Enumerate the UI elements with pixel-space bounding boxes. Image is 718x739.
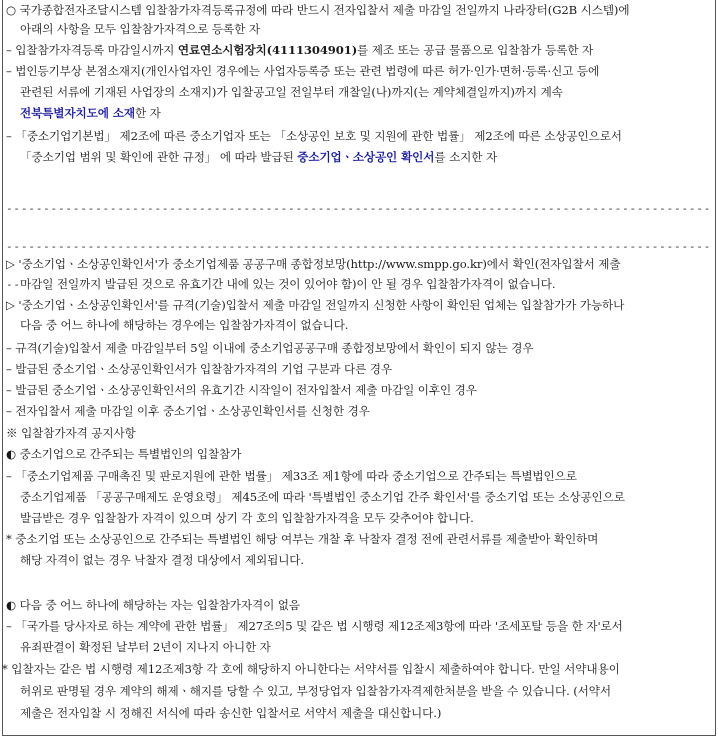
notice-line: ◐ 중소기업으로 간주되는 특별법인의 입찰참가 (6, 447, 242, 461)
notice-line: 제출은 전자입찰 시 정해진 서식에 따라 송신한 입찰서로 서약서 제출을 대신합니다.) (20, 706, 442, 720)
notice-line: 마감일 전일까지 발급된 것으로 유효기간 내에 있는 것이 있어야 함)이 안 될 경우 입찰참가자격이 없습니다. (20, 277, 556, 291)
notice-line: 전북특별자치도에 소재한 자 (20, 106, 161, 120)
notice-line: ▷ '중소기업ㆍ소상공인확인서'를 규격(기술)입찰서 제출 마감일 전일까지 신청한 사항이 확인된 업체는 입찰참가가 가능하나 (6, 298, 625, 312)
dashed-separator: ------------------------------------------------------------------------------------------------------------------------------------------------------------------------------------------------ (6, 202, 712, 291)
notice-line: – 규격(기술)입찰서 제출 마감일부터 5일 이내에 중소기업공공구매 종합정보망에서 확인이 되지 않는 경우 (6, 341, 534, 355)
notice-line: ◐ 다음 중 어느 하나에 해당하는 자는 입찰참가자격이 없음 (6, 598, 300, 612)
notice-line: 「중소기업 범위 및 확인에 관한 규정」 에 따라 발급된 중소기업ㆍ소상공인 확인서를 소지한 자 (20, 150, 498, 164)
notice-line: ○ 국가종합전자조달시스템 입찰참가자격등록규정에 따라 반드시 전자입찰서 제출 마감일 전일까지 나라장터(G2B 시스템)에 (6, 3, 630, 17)
notice-line: 해당 자격이 없는 경우 낙찰자 결정 대상에서 제외됩니다. (20, 553, 304, 567)
notice-line: – 발급된 중소기업ㆍ소상공인확인서의 유효기간 시작일이 전자입찰서 제출 마감일 이후인 경우 (6, 383, 477, 397)
notice-line: 발급받은 경우 입찰참가 자격이 있으며 상기 각 호의 입찰참가자격을 모두 갖추어야 합니다. (20, 511, 474, 525)
notice-line: – 발급된 중소기업ㆍ소상공인확인서가 입찰참가자격의 기업 구분과 다른 경우 (6, 362, 392, 376)
notice-line: 중소기업제품 「공공구매제도 운영요령」 제45조에 따라 '특별법인 중소기업 간주 확인서'를 중소기업 또는 소상공인으로 (20, 490, 625, 504)
notice-line: – 법인등기부상 본점소재지(개인사업자인 경우에는 사업자등록증 또는 관련 법령에 따른 허가·인가·면허·등록·신고 등에 (6, 64, 600, 78)
notice-line: 아래의 사항을 모두 입찰참가자격으로 등록한 자 (20, 22, 260, 36)
region-highlight: 전북특별자치도에 소재 (20, 106, 135, 120)
notice-line: * 중소기업 또는 소상공인으로 간주되는 특별법인 해당 여부는 개찰 후 낙찰자 결정 전에 관련서류를 제출받아 확인하며 (6, 532, 599, 546)
certificate-highlight: 중소기업ㆍ소상공인 확인서 (297, 150, 435, 164)
notice-line: * 입찰자는 같은 법 시행령 제12조제3항 각 호에 해당하지 아니한다는 서약서를 입찰시 제출하여야 합니다. 만일 서약내용이 (2, 662, 620, 676)
notice-line: – 전자입찰서 제출 마감일 이후 중소기업ㆍ소상공인확인서를 신청한 경우 (6, 404, 370, 418)
product-name-highlight: 연료연소시험장치(4111304901) (177, 43, 358, 57)
notice-line: 허위로 판명될 경우 계약의 해제ㆍ해지를 당할 수 있고, 부정당업자 입찰참가자격제한처분을 받을 수 있습니다. (서약서 (20, 684, 611, 698)
notice-line: 관련된 서류에 기재된 사업장의 소재지)가 입찰공고일 전일부터 개찰일(나)까지(는 계약체결일까지)까지 계속 (20, 85, 563, 99)
notice-line: – 입찰참가자격등록 마감일시까지 연료연소시험장치(4111304901)를 제조 또는 공급 물품으로 입찰참가 등록한 자 (6, 43, 594, 57)
notice-line: – 「국가를 당사자로 하는 계약에 관한 법률」 제27조의5 및 같은 법 시행령 제12조제3항에 따라 '조세포탈 등을 한 자'로서 (6, 619, 623, 633)
notice-line: 다음 중 어느 하나에 해당하는 경우에는 입찰참가자격이 없습니다. (20, 318, 349, 332)
notice-line: – 「중소기업제품 구매촉진 및 판로지원에 관한 법률」 제33조 제1항에 따라 중소기업으로 간주되는 특별법인으로 (6, 469, 577, 483)
notice-line: ※ 입찰참가자격 공지사항 (6, 426, 136, 440)
notice-line: – 「중소기업기본법」 제2조에 따른 중소기업자 또는 「소상공인 보호 및 지원에 관한 법률」 제2조에 따른 소상공인으로서 (6, 129, 622, 143)
notice-line: ▷ '중소기업ㆍ소상공인확인서'가 중소기업제품 공공구매 종합정보망(http://www.smpp.go.kr)에서 확인(전자입찰서 제출 (6, 257, 621, 271)
notice-line: 유죄판결이 확정된 날부터 2년이 지나지 아니한 자 (20, 640, 271, 654)
